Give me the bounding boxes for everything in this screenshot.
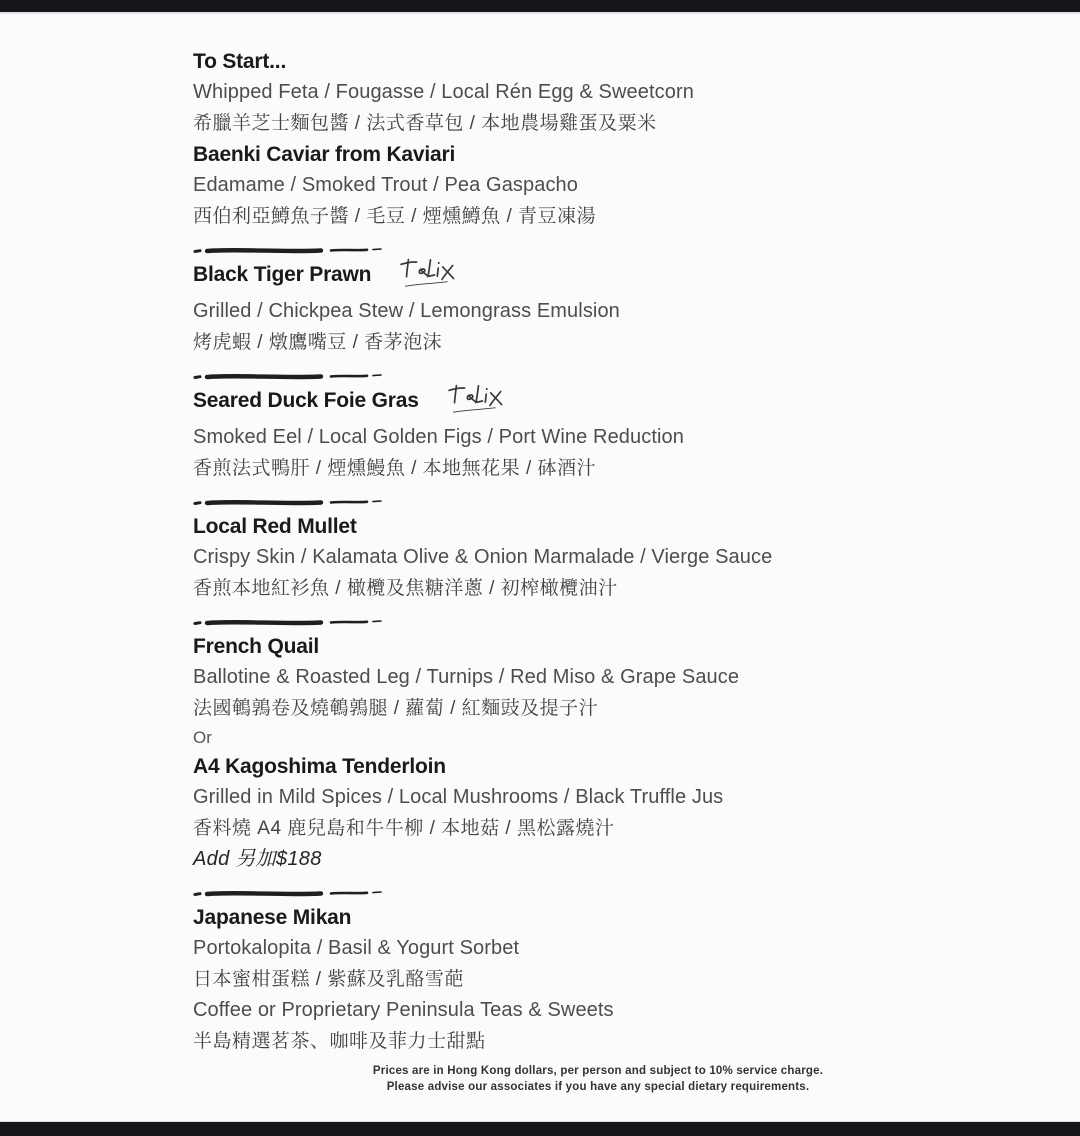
dish-desc-zh-whipped-feta: 希臘羊芝士麵包醬 / 法式香草包 / 本地農場雞蛋及粟米 (193, 113, 657, 134)
dish-name-quail: French Quail (193, 635, 319, 658)
dish-desc-en-red-mullet: Crispy Skin / Kalamata Olive & Onion Marmalade / Vierge Sauce (193, 546, 773, 568)
dish-desc-zh-foie-gras: 香煎法式鴨肝 / 煙燻鰻魚 / 本地無花果 / 砵酒汁 (193, 458, 597, 479)
felix-script-logo (444, 380, 503, 423)
top-letterbox-bar (0, 0, 1080, 14)
dish-name-prawn: Black Tiger Prawn (193, 263, 372, 286)
dish-name-row-foie-gras (193, 385, 893, 422)
or-separator-label: Or (193, 728, 212, 747)
felix-script-logo (397, 254, 456, 297)
dish-name-mikan: Japanese Mikan (193, 906, 352, 929)
dish-desc-zh-tenderloin: 香料燒 A4 鹿兒島和牛牛柳 / 本地菇 / 黑松露燒汁 (193, 818, 615, 839)
dish-desc-en-whipped-feta: Whipped Feta / Fougasse / Local Rén Egg & Sweetcorn (193, 81, 694, 103)
dish-desc-zh-quail: 法國鵪鶉卷及燒鵪鶉腿 / 蘿蔔 / 紅麵豉及提子汁 (193, 698, 599, 719)
dish-desc-zh-red-mullet: 香煎本地紅衫魚 / 橄欖及焦糖洋蔥 / 初榨橄欖油汁 (193, 578, 618, 599)
menu-content (193, 46, 893, 1057)
footer-dietary-note: Please advise our associates if you have any special dietary requirements. (386, 1081, 810, 1093)
dish-desc-en-prawn: Grilled / Chickpea Stew / Lemongrass Emulsion (193, 300, 620, 322)
dish-desc-zh-caviar: 西伯利亞鱒魚子醬 / 毛豆 / 煙燻鱒魚 / 青豆凍湯 (193, 206, 597, 227)
dish-desc-en-caviar: Edamame / Smoked Trout / Pea Gaspacho (193, 174, 579, 196)
supplement-price-label: Add 另加$188 (193, 848, 322, 870)
dish-desc-zh-prawn: 烤虎蝦 / 燉鷹嘴豆 / 香茅泡沫 (193, 332, 443, 353)
dish-desc-zh-coffee-tea: 半島精選茗茶、咖啡及菲力士甜點 (193, 1031, 486, 1052)
dish-desc-en-coffee-tea: Coffee or Proprietary Peninsula Teas & Sweets (193, 999, 614, 1021)
dish-desc-en-foie-gras: Smoked Eel / Local Golden Figs / Port Wine Reduction (193, 426, 684, 448)
section-divider (193, 368, 388, 377)
dish-name-tenderloin: A4 Kagoshima Tenderloin (193, 755, 446, 778)
section-divider (193, 614, 388, 623)
dish-name-foie-gras: Seared Duck Foie Gras (193, 389, 419, 412)
dish-desc-en-mikan: Portokalopita / Basil & Yogurt Sorbet (193, 937, 520, 959)
bottom-letterbox-bar (0, 1121, 1080, 1136)
footer-note (348, 1063, 848, 1095)
dish-name-row-prawn (193, 259, 893, 296)
dish-name-red-mullet: Local Red Mullet (193, 515, 357, 538)
section-heading-to-start: To Start... (193, 50, 287, 73)
section-divider (193, 885, 388, 894)
dish-desc-zh-mikan: 日本蜜柑蛋糕 / 紫蘇及乳酪雪葩 (193, 969, 464, 990)
footer-pricing-note: Prices are in Hong Kong dollars, per person and subject to 10% service charge. (372, 1065, 824, 1077)
dish-desc-en-quail: Ballotine & Roasted Leg / Turnips / Red Miso & Grape Sauce (193, 666, 740, 688)
section-divider (193, 242, 388, 251)
dish-desc-en-tenderloin: Grilled in Mild Spices / Local Mushrooms / Black Truffle Jus (193, 786, 724, 808)
section-divider (193, 494, 388, 503)
dish-name-caviar: Baenki Caviar from Kaviari (193, 143, 456, 166)
